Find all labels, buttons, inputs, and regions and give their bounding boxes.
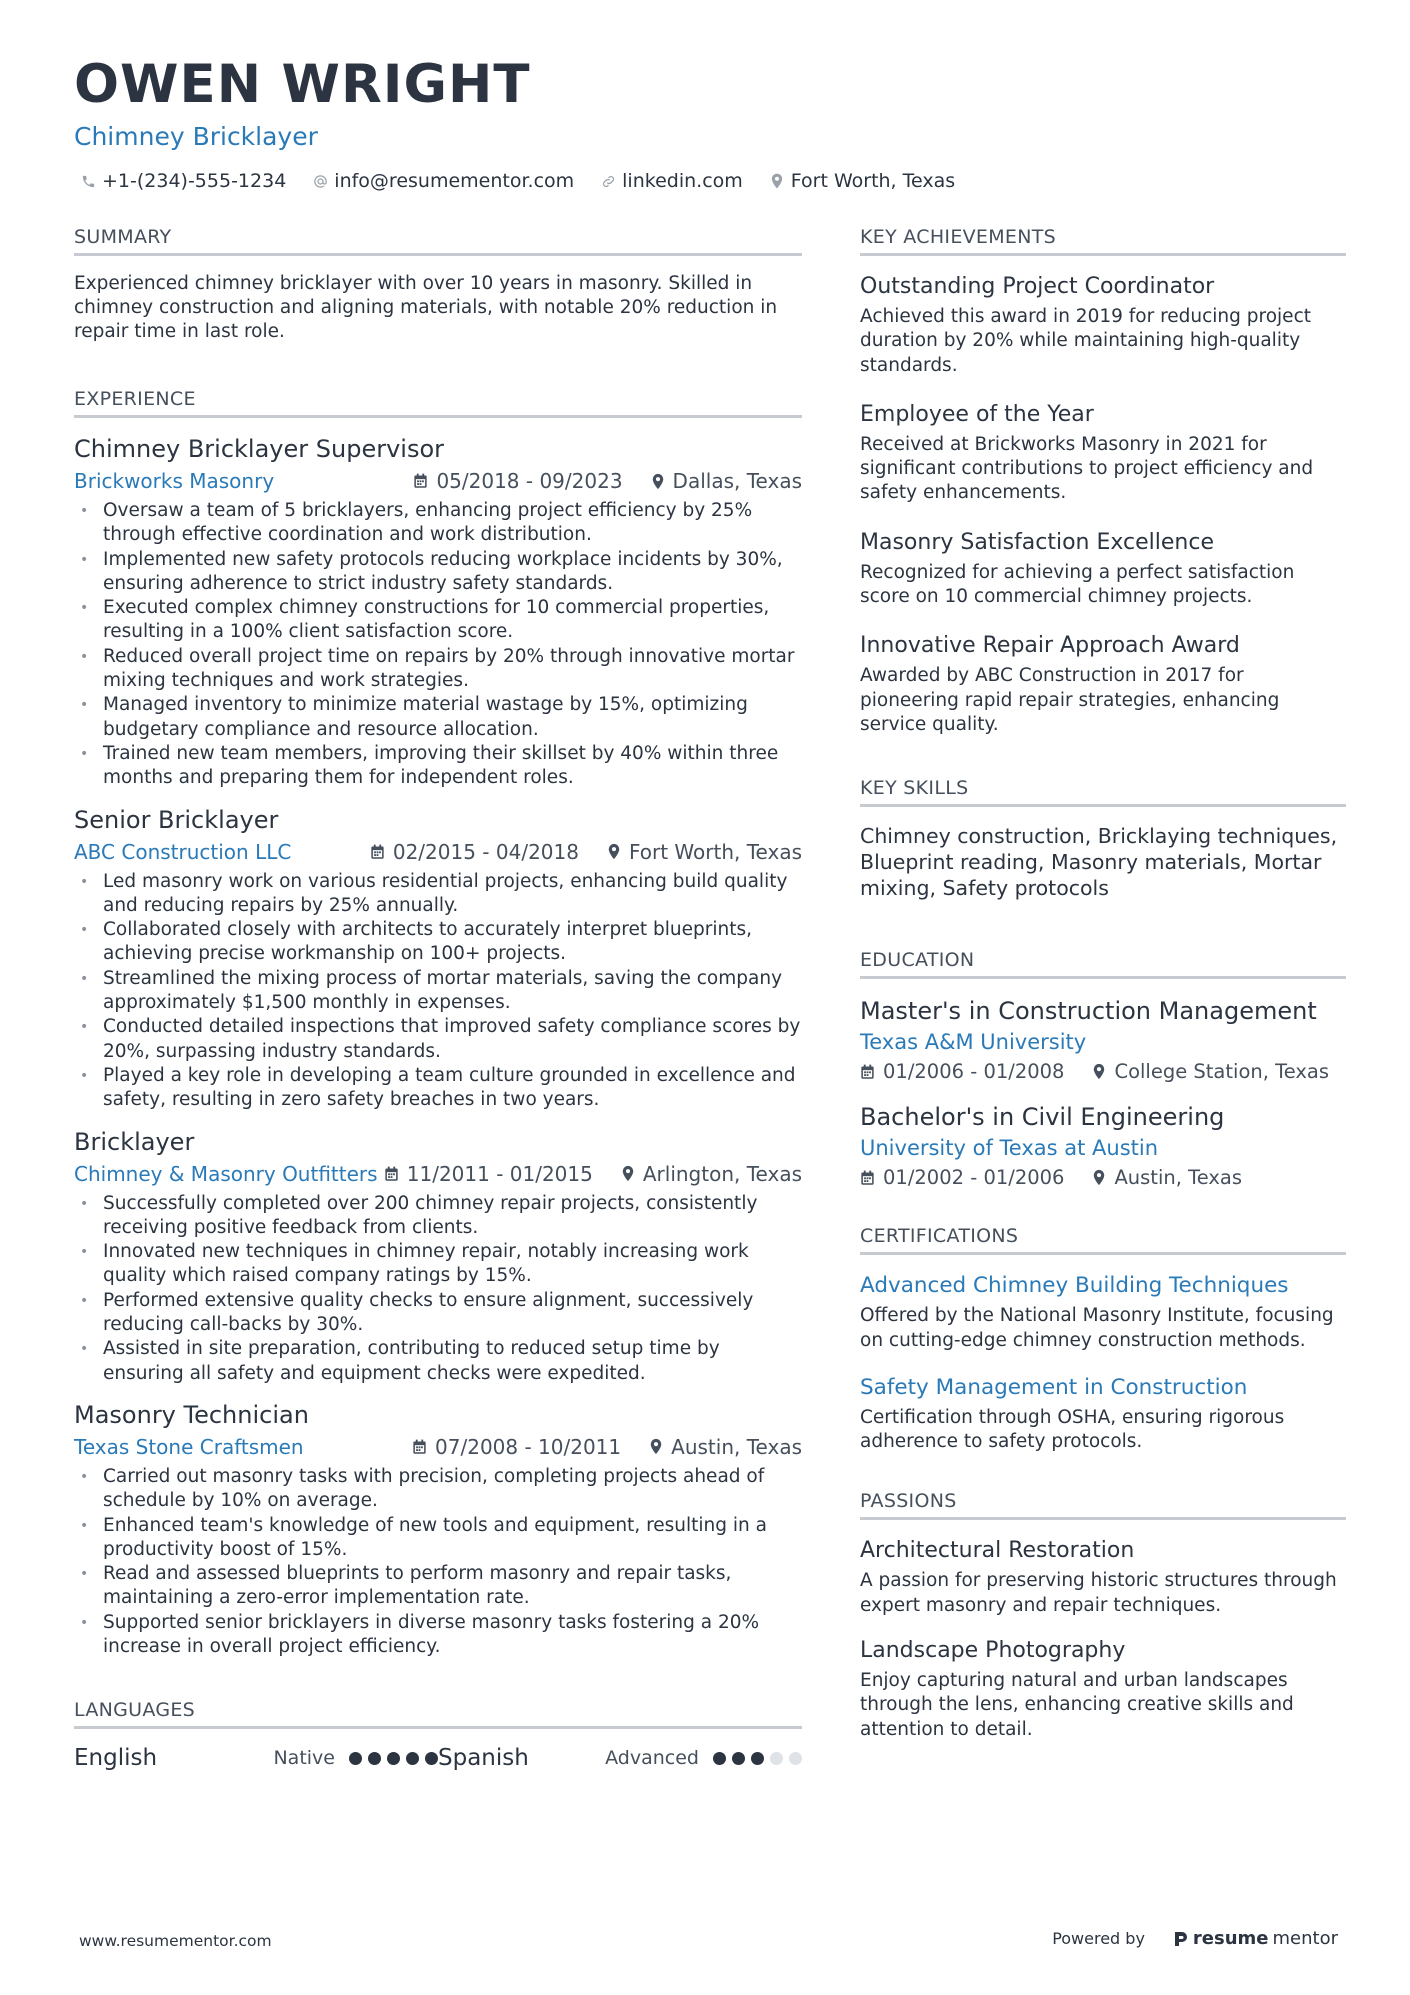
calendar-icon [860, 1170, 875, 1186]
link-icon [600, 173, 616, 189]
job-dates-text: 07/2008 - 10/2011 [435, 1434, 622, 1459]
candidate-name: OWEN WRIGHT [74, 54, 531, 115]
job-title: Chimney Bricklayer Supervisor [74, 435, 444, 463]
bullet-item: • Led masonry work on various residential projects, enhancing build quality and reducing repairs by 25% annually. [74, 870, 802, 919]
job-title: Bricklayer [74, 1127, 195, 1156]
job-location [649, 1433, 802, 1461]
bullet-item: • Assisted in site preparation, contributing to reduced setup time by ensuring all safety and equipment checks were expedited. [74, 1337, 802, 1386]
job-meta [74, 1160, 802, 1188]
rating-dot [713, 1752, 726, 1765]
bullet-item: • Played a key role in developing a team culture grounded in excellence and safety, resulting in zero safety breaches in two years. [74, 1064, 802, 1113]
job-entry [74, 1400, 802, 1659]
bullet-item: • Managed inventory to minimize material wastage by 15%, optimizing budgetary compliance and resource allocation. [74, 693, 802, 742]
contact-email[interactable] [312, 170, 574, 192]
language-rating [349, 1752, 438, 1765]
job-location-text: Fort Worth, Texas [628, 839, 802, 864]
job-dates [370, 838, 579, 866]
education-item [860, 995, 1346, 1083]
achievement-desc: Achieved this award in 2019 for reducing project duration by 20% while maintaining high-quality standards. [860, 306, 1311, 376]
bullet-item: • Successfully completed over 200 chimney repair projects, consistently receiving positive feedback from clients. [74, 1192, 802, 1241]
bullet-item: • Streamlined the mixing process of mortar materials, saving the company approximately $1,500 monthly in expenses. [74, 967, 802, 1016]
passion-title: Landscape Photography [860, 1638, 1126, 1664]
bullet-item: • Oversaw a team of 5 bricklayers, enhancing project efficiency by 25% through effective coordination and work distribution. [74, 499, 802, 548]
footer-brand [1052, 1928, 1338, 1949]
map-pin-icon [769, 173, 785, 189]
rating-dot [406, 1752, 419, 1765]
job-meta [74, 838, 802, 866]
achievement-desc: Received at Brickworks Masonry in 2021 for significant contributions to project efficiency and safety enhancements. [860, 433, 1314, 504]
job-location [621, 1160, 802, 1188]
job-dates-text: 05/2018 - 09/2023 [436, 469, 623, 493]
job-meta-right [384, 1160, 802, 1188]
education-meta [860, 1166, 1346, 1189]
achievement-item [860, 400, 1346, 506]
certification-desc: Certification through OSHA, ensuring rigorous adherence to safety protocols. [860, 1406, 1285, 1453]
passion-title: Architectural Restoration [860, 1538, 1135, 1564]
job-bullets [74, 499, 802, 791]
right-column [860, 226, 1346, 1760]
job-entry [74, 805, 802, 1113]
education-degree: Master's in Construction Management [860, 997, 1317, 1026]
job-location-text: Austin, Texas [671, 1434, 802, 1459]
language-item [438, 1745, 802, 1771]
education-location [1092, 1060, 1329, 1083]
rating-dot [425, 1752, 438, 1765]
job-bullets [74, 1465, 802, 1659]
certification-item [860, 1373, 1346, 1455]
language-rating [713, 1752, 802, 1765]
section-title-certifications: CERTIFICATIONS [860, 1225, 1346, 1255]
passion-desc: A passion for preserving historic structures through expert masonry and repair techniques. [860, 1570, 1337, 1616]
rating-dot [789, 1752, 802, 1765]
language-name: Spanish [438, 1745, 529, 1772]
achievement-title: Employee of the Year [860, 401, 1094, 427]
contact-linkedin-text[interactable]: linkedin.com [622, 170, 743, 192]
summary-text: Experienced chimney bricklayer with over 10 years in masonry. Skilled in chimney construction and aligning materials, with notable 20% reduction in repair time in last role. [74, 273, 778, 342]
rating-dot [732, 1752, 745, 1765]
map-pin-icon [621, 1165, 635, 1182]
certifications-list [860, 1271, 1346, 1454]
bullet-item: • Carried out masonry tasks with precision, completing projects ahead of schedule by 10% on average. [74, 1465, 802, 1514]
experience-list [74, 434, 802, 1659]
brand-bold-text: resume [1192, 1928, 1269, 1949]
job-location-text: Arlington, Texas [642, 1161, 802, 1186]
job-title: Masonry Technician [74, 1400, 309, 1429]
certification-item [860, 1271, 1346, 1353]
section-title-education: EDUCATION [860, 949, 1346, 979]
bullet-item: • Conducted detailed inspections that improved safety compliance scores by 20%, surpassing industry standards. [74, 1015, 802, 1064]
bullet-item: • Reduced overall project time on repairs by 20% through innovative mortar mixing techniques and work strategies. [74, 645, 802, 694]
passion-item [860, 1536, 1346, 1618]
achievement-desc: Awarded by ABC Construction in 2017 for pioneering rapid repair strategies, enhancing service quality. [860, 665, 1280, 735]
job-location [651, 467, 802, 495]
language-level: Advanced [605, 1747, 699, 1770]
job-meta-right [412, 1433, 802, 1461]
section-title-experience: EXPERIENCE [74, 388, 802, 418]
bullet-item: • Trained new team members, improving their skillset by 40% within three months and preparing them for independent roles. [74, 742, 802, 791]
education-meta [860, 1060, 1346, 1083]
language-item [74, 1745, 438, 1771]
calendar-icon [860, 1064, 875, 1080]
bullet-item: • Innovated new techniques in chimney repair, notably increasing work quality which raised company ratings by 15%. [74, 1240, 802, 1289]
education-item [860, 1101, 1346, 1189]
job-entry [74, 434, 802, 791]
education-location-text: Austin, Texas [1114, 1166, 1243, 1190]
map-pin-icon [1092, 1169, 1106, 1186]
certification-desc: Offered by the National Masonry Institute, focusing on cutting-edge chimney construction methods. [860, 1305, 1334, 1351]
bullet-item: • Executed complex chimney constructions for 10 commercial properties, resulting in a 100% client satisfaction score. [74, 596, 802, 645]
calendar-icon [412, 1439, 427, 1455]
passions-list [860, 1536, 1346, 1741]
education-school: Texas A&M University [860, 1030, 1087, 1055]
bullet-item: • Performed extensive quality checks to ensure alignment, successively reducing call-backs by 30%. [74, 1289, 802, 1338]
achievements-list [860, 272, 1346, 737]
section-title-passions: PASSIONS [860, 1490, 1346, 1520]
rating-dot [387, 1752, 400, 1765]
job-bullets [74, 1192, 802, 1386]
section-title-languages: LANGUAGES [74, 1699, 802, 1729]
rating-dot [368, 1752, 381, 1765]
contact-location [769, 170, 955, 192]
education-school: University of Texas at Austin [860, 1136, 1159, 1161]
map-pin-icon [651, 473, 665, 490]
bullet-item: • Read and assessed blueprints to perform masonry and repair tasks, maintaining a zero-error implementation rate. [74, 1562, 802, 1611]
company-name: Texas Stone Craftsmen [74, 1434, 304, 1459]
language-level: Native [273, 1747, 335, 1770]
education-location-text: College Station, Texas [1114, 1060, 1330, 1084]
contact-phone-text: +1-(234)-555-1234 [102, 170, 287, 192]
phone-icon [80, 173, 96, 189]
left-column [74, 226, 802, 1771]
map-pin-icon [1092, 1063, 1106, 1080]
company-name: Chimney & Masonry Outfitters [74, 1161, 378, 1186]
candidate-role: Chimney Bricklayer [74, 122, 318, 151]
job-meta-right [413, 467, 802, 495]
bullet-item: • Supported senior bricklayers in diverse masonry tasks fostering a 20% increase in overall project efficiency. [74, 1611, 802, 1660]
passion-item [860, 1636, 1346, 1742]
job-meta [74, 1433, 802, 1461]
section-title-skills: KEY SKILLS [860, 777, 1346, 807]
rating-dot [770, 1752, 783, 1765]
passion-desc: Enjoy capturing natural and urban landscapes through the lens, enhancing creative skills and attention to detail. [860, 1670, 1294, 1740]
education-degree: Bachelor's in Civil Engineering [860, 1103, 1225, 1132]
job-bullets [74, 870, 802, 1113]
contact-email-text[interactable]: info@resumementor.com [334, 170, 575, 192]
job-meta-right [370, 838, 802, 866]
rating-dot [349, 1752, 362, 1765]
education-list [860, 995, 1346, 1189]
job-dates-text: 02/2015 - 04/2018 [392, 839, 579, 864]
bullet-item: • Collaborated closely with architects to accurately interpret blueprints, achieving precise workmanship on 100+ projects. [74, 918, 802, 967]
company-name: ABC Construction LLC [74, 839, 292, 864]
company-name: Brickworks Masonry [74, 469, 275, 493]
section-title-achievements: KEY ACHIEVEMENTS [860, 226, 1346, 256]
at-icon [312, 173, 328, 189]
achievement-title: Masonry Satisfaction Excellence [860, 529, 1214, 555]
calendar-icon [413, 473, 428, 489]
map-pin-icon [607, 843, 621, 860]
job-meta [74, 467, 802, 495]
education-dates-text: 01/2002 - 01/2006 [883, 1166, 1065, 1190]
job-title: Senior Bricklayer [74, 805, 279, 834]
job-dates [384, 1160, 593, 1188]
certification-title: Safety Management in Construction [860, 1374, 1248, 1400]
job-dates [413, 467, 622, 495]
languages-list [74, 1745, 802, 1771]
brand-logo[interactable] [1173, 1928, 1338, 1949]
map-pin-icon [649, 1438, 663, 1455]
certification-title: Advanced Chimney Building Techniques [860, 1273, 1289, 1299]
contact-location-text: Fort Worth, Texas [790, 170, 956, 192]
job-entry [74, 1127, 802, 1386]
bullet-item: • Implemented new safety protocols reducing workplace incidents by 30%, ensuring adherence to strict industry safety standards. [74, 548, 802, 597]
job-location-text: Dallas, Texas [672, 469, 802, 493]
brand-rest-text: mentor [1272, 1928, 1338, 1949]
achievement-desc: Recognized for achieving a perfect satisfaction score on 10 commercial chimney projects. [860, 561, 1295, 608]
footer-website[interactable]: www.resumementor.com [79, 1932, 272, 1950]
education-dates [860, 1166, 1064, 1189]
brand-mark-icon [1173, 1930, 1189, 1948]
bullet-item: • Enhanced team's knowledge of new tools and equipment, resulting in a productivity boost of 15%. [74, 1514, 802, 1563]
job-dates-text: 11/2011 - 01/2015 [406, 1161, 593, 1186]
achievement-item [860, 528, 1346, 610]
calendar-icon [370, 844, 385, 860]
calendar-icon [384, 1166, 399, 1182]
job-location [607, 838, 802, 866]
language-name: English [74, 1745, 158, 1772]
contact-linkedin[interactable] [600, 170, 743, 192]
education-location [1092, 1166, 1242, 1189]
skills-text: Chimney construction, Bricklaying techniques, Blueprint reading, Masonry materials, Mortar mixing, Safety protocols [860, 824, 1338, 901]
powered-by-text: Powered by [1052, 1929, 1145, 1948]
contact-bar [80, 170, 955, 192]
education-dates [860, 1060, 1064, 1083]
contact-phone [80, 170, 286, 192]
achievement-item [860, 631, 1346, 737]
education-dates-text: 01/2006 - 01/2008 [883, 1060, 1065, 1084]
achievement-item [860, 272, 1346, 378]
rating-dot [751, 1752, 764, 1765]
achievement-title: Outstanding Project Coordinator [860, 274, 1215, 299]
job-dates [412, 1433, 621, 1461]
achievement-title: Innovative Repair Approach Award [860, 633, 1240, 659]
section-title-summary: SUMMARY [74, 226, 802, 256]
